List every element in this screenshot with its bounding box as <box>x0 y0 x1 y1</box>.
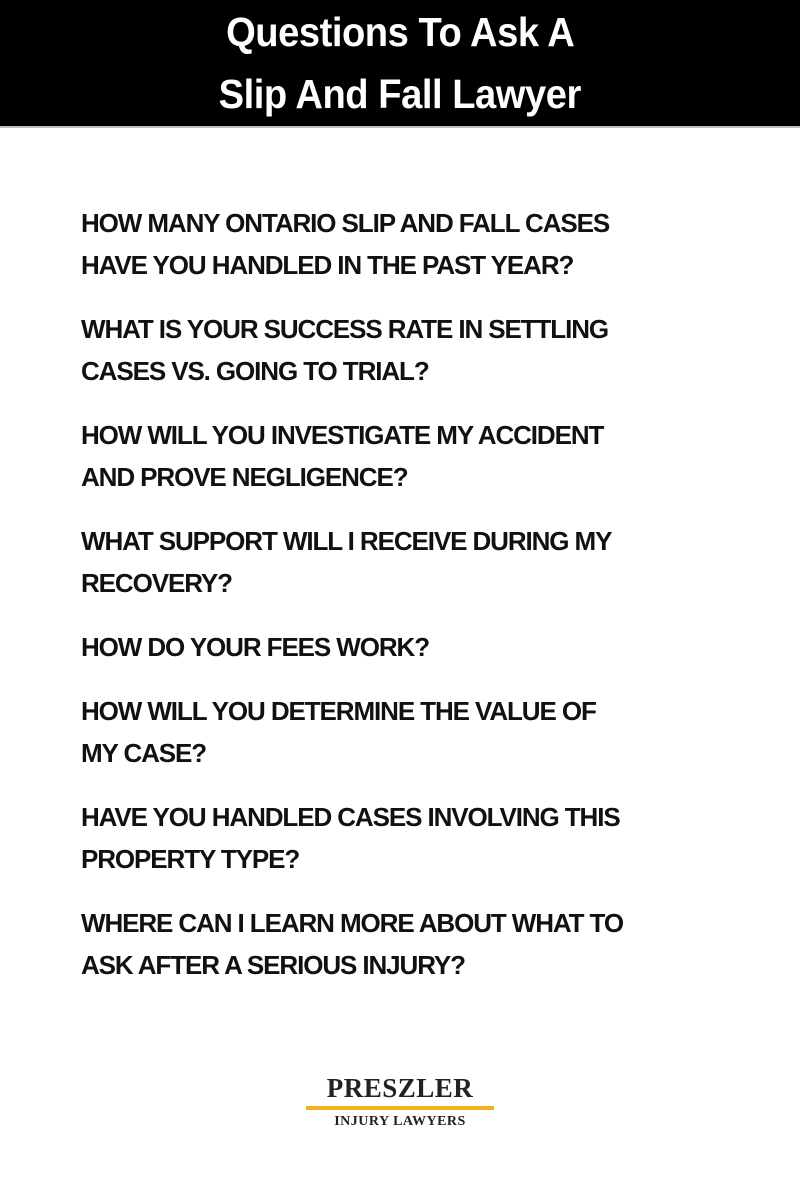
question-1 <box>81 202 741 286</box>
logo-name: PRESZLER <box>326 1073 474 1103</box>
title-line-1: Questions To Ask A <box>225 9 575 55</box>
question-8 <box>81 902 741 986</box>
logo-subtitle: INJURY LAWYERS <box>334 1114 466 1129</box>
question-6-line-2: MY CASE? <box>81 738 207 768</box>
question-2 <box>81 308 741 392</box>
question-3-line-2: AND PROVE NEGLIGENCE? <box>81 462 408 492</box>
question-8-line-1: WHERE CAN I LEARN MORE ABOUT WHAT TO <box>81 908 623 938</box>
title-line-2: Slip And Fall Lawyer <box>218 71 582 117</box>
preszler-logo <box>300 1072 500 1131</box>
question-7-line-1: HAVE YOU HANDLED CASES INVOLVING THIS <box>81 802 620 832</box>
question-5 <box>81 626 741 668</box>
question-8-line-2: ASK AFTER A SERIOUS INJURY? <box>81 950 465 980</box>
question-1-line-1: HOW MANY ONTARIO SLIP AND FALL CASES <box>81 208 610 238</box>
question-7-line-2: PROPERTY TYPE? <box>81 844 300 874</box>
question-1-line-2: HAVE YOU HANDLED IN THE PAST YEAR? <box>81 250 574 280</box>
question-4-line-1: WHAT SUPPORT WILL I RECEIVE DURING MY <box>81 526 612 556</box>
question-7 <box>81 796 741 880</box>
question-6 <box>81 690 741 774</box>
question-6-line-1: HOW WILL YOU DETERMINE THE VALUE OF <box>81 696 596 726</box>
question-3-line-1: HOW WILL YOU INVESTIGATE MY ACCIDENT <box>81 420 604 450</box>
logo-accent-bar <box>306 1106 494 1110</box>
question-2-line-1: WHAT IS YOUR SUCCESS RATE IN SETTLING <box>81 314 608 344</box>
question-4-line-2: RECOVERY? <box>81 568 232 598</box>
title-banner <box>0 0 800 128</box>
question-3 <box>81 414 741 498</box>
question-list <box>81 202 741 1008</box>
question-4 <box>81 520 741 604</box>
question-5-line-1: HOW DO YOUR FEES WORK? <box>81 632 429 662</box>
question-2-line-2: CASES VS. GOING TO TRIAL? <box>81 356 429 386</box>
